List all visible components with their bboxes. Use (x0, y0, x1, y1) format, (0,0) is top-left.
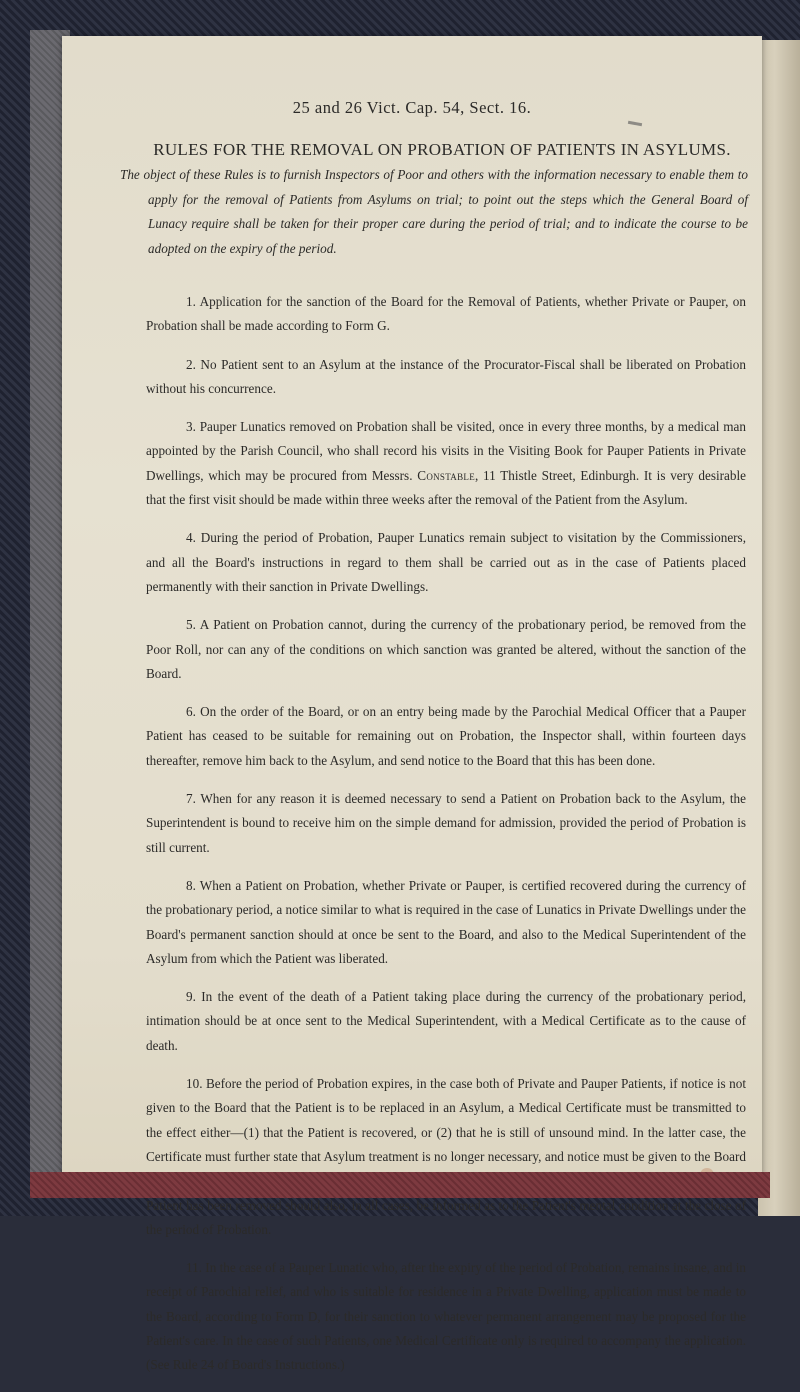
binding-cloth-bottom (30, 1172, 770, 1198)
rule-11: 11. In the case of a Pauper Lunatic who, after the expiry of the period of Probation, remains insane, and in receipt of Parochial relief, and who is suitable for residence in a Private Dwelling, application must be made to the Board, according to Form D, for their sanction to whatever permanent arrangement may be proposed for the Patient's care. In the case of such Patients, one Medical Certificate only is required to accompany the application. (See Rule 24 of Board's Instructions.) (146, 1260, 746, 1373)
rule-5: 5. A Patient on Probation cannot, during the currency of the probationary period, be removed from the Poor Roll, nor can any of the conditions on which sanction was granted be altered, without the sanction of the Board. (146, 617, 746, 681)
rules-list (146, 290, 746, 1392)
rule-3 (146, 415, 746, 512)
statute-reference: 25 and 26 Vict. Cap. 54, Sect. 16. (292, 98, 532, 117)
rule-3-text-before: 3. Pauper Lunatics removed on Probation shall be visited, once in every three months, by a medical man appointed by the Parish Council, who shall record his visits in the Visiting Book for Pauper Patients in Private Dwellings, which may be procured from Messrs. (146, 419, 746, 483)
rule-6: 6. On the order of the Board, or on an entry being made by the Parochial Medical Officer that a Pauper Patient has ceased to be suitable for remaining out on Probation, the Inspector shall, within fourteen days thereafter, remove him back to the Asylum, and send notice to the Board that this has been done. (146, 704, 746, 768)
rule-2: 2. No Patient sent to an Asylum at the instance of the Procurator-Fiscal shall be liberated on Probation without his concurrence. (146, 356, 746, 396)
document-title: RULES FOR THE REMOVAL ON PROBATION OF PATIENTS IN ASYLUMS. (153, 140, 731, 159)
page-edges (758, 40, 800, 1216)
rule-4: 4. During the period of Probation, Pauper Lunatics remain subject to visitation by the Commissioners, and all the Board's instructions in regard to them shall be carried out as in the case of Patients placed permanently with their sanction in Private Dwellings. (146, 530, 746, 594)
document-page (62, 36, 762, 1373)
rule-10: 10. Before the period of Probation expires, in the case both of Private and Pauper Patients, if notice is not given to the Board that the Patient is to be replaced in an Asylum, a Medical Certificate must be transmitted to the effect either—(1) that the Patient is recovered, or (2) that he is still of unsound mind. In the latter case, the Certificate must further state that Asylum treatment is no longer necessary, and notice must be given to the Board Patient has been removed should also, in all cases, be informed as to the Patient's mental condition at the close of the period of Probation. (146, 1076, 746, 1237)
rule-3-firm-name: Constable (417, 467, 476, 483)
ink-mark (628, 121, 642, 126)
intro-paragraph: The object of these Rules is to furnish Inspectors of Poor and others with the information necessary to enable them to apply for the removal of Patients from Asylums on trial; to point out the steps which the General Board of Lunacy require shall be taken for their proper care during the period of trial; and to indicate the course to be adopted on the expiry of the period. (120, 167, 748, 256)
rule-9: 9. In the event of the death of a Patient taking place during the currency of the probationary period, intimation should be at once sent to the Medical Superintendent, with a Medical Certificate as to the cause of death. (146, 989, 746, 1053)
rule-8: 8. When a Patient on Probation, whether Private or Pauper, is certified recovered during the currency of the probationary period, a notice similar to what is required in the case of Lunatics in Private Dwellings under the Board's permanent sanction should at once be sent to the Board, and also to the Medical Superintendent of the Asylum from which the Patient was liberated. (146, 877, 746, 966)
rule-1: 1. Application for the sanction of the Board for the Removal of Patients, whether Private or Pauper, on Probation shall be made according to Form G. (146, 294, 746, 334)
rule-7: 7. When for any reason it is deemed necessary to send a Patient on Probation back to the Asylum, the Superintendent is bound to receive him on the simple demand for admission, provided the period of Probation is still current. (146, 791, 746, 855)
rule-3-text-after: , 11 Thistle Street, Edinburgh. It is very desirable that the first visit should be made within three weeks after the removal of the Patient from the Asylum. (146, 467, 746, 508)
